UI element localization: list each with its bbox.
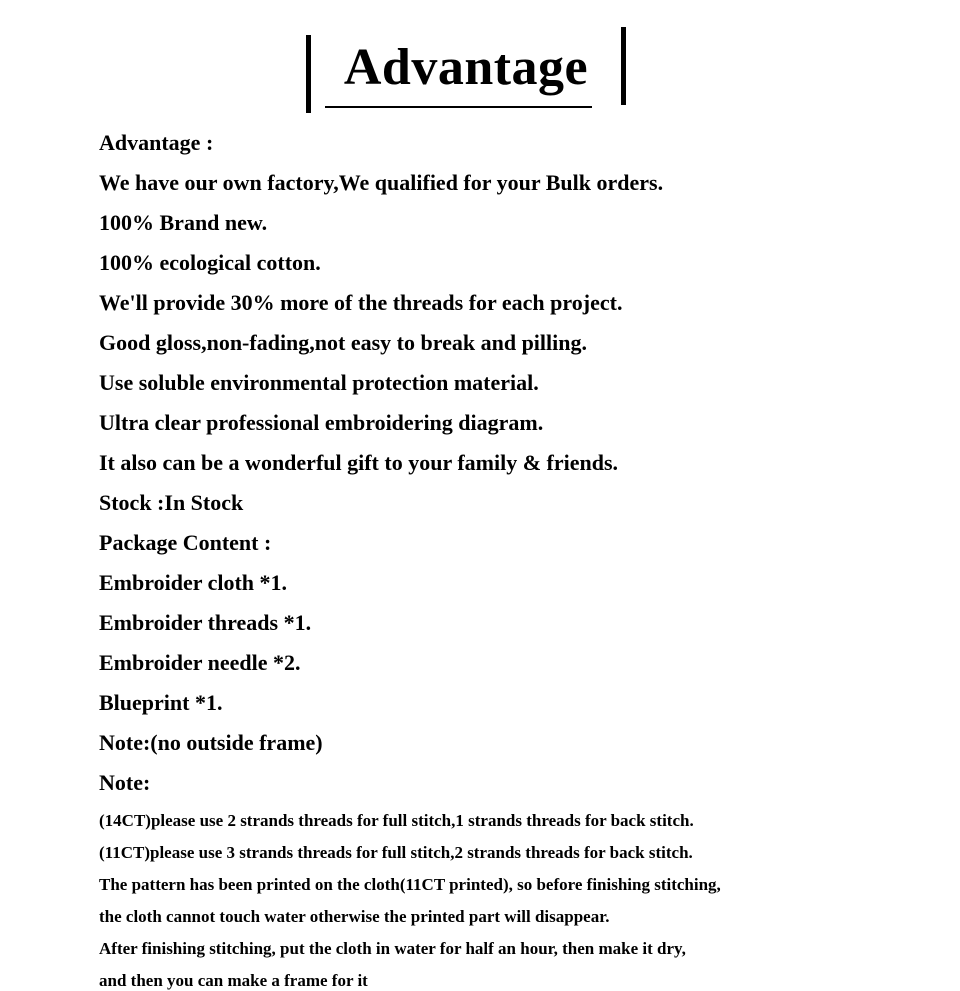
- text-line: We have our own factory,We qualified for your Bulk orders.: [99, 170, 664, 195]
- note-line: the cloth cannot touch water otherwise the printed part will disappear.: [99, 907, 610, 926]
- package-heading: Package Content :: [99, 530, 272, 555]
- text-line: Use soluble environmental protection material.: [99, 370, 539, 395]
- title-left-bar: [306, 35, 311, 113]
- note-line: The pattern has been printed on the cloth(11CT printed), so before finishing stitching,: [99, 875, 721, 894]
- note-line: (14CT)please use 2 strands threads for full stitch,1 strands threads for back stitch.: [99, 811, 694, 830]
- stock-line: Stock :In Stock: [99, 490, 244, 515]
- package-item: Embroider threads *1.: [99, 610, 312, 635]
- package-item: Embroider needle *2.: [99, 650, 301, 675]
- text-line: It also can be a wonderful gift to your family & friends.: [99, 450, 619, 475]
- package-item: Blueprint *1.: [99, 690, 223, 715]
- package-item: Embroider cloth *1.: [99, 570, 288, 595]
- frame-note: Note:(no outside frame): [99, 730, 323, 755]
- text-line: 100% Brand new.: [99, 210, 268, 235]
- title-right-bar: [621, 27, 626, 105]
- note-line: (11CT)please use 3 strands threads for full stitch,2 strands threads for back stitch.: [99, 843, 693, 862]
- note-heading: Note:: [99, 770, 151, 795]
- title-block: [0, 0, 960, 120]
- note-line: After finishing stitching, put the cloth in water for half an hour, then make it dry,: [99, 939, 686, 958]
- text-line: Good gloss,non-fading,not easy to break and pilling.: [99, 330, 587, 355]
- text-line: Ultra clear professional embroidering diagram.: [99, 410, 544, 435]
- title-underline: [325, 106, 592, 108]
- note-line: and then you can make a frame for it: [99, 971, 368, 990]
- text-line: We'll provide 30% more of the threads for each project.: [99, 290, 623, 315]
- advantage-heading: Advantage :: [99, 130, 214, 155]
- text-line: 100% ecological cotton.: [99, 250, 321, 275]
- page-title: Advantage: [343, 39, 589, 96]
